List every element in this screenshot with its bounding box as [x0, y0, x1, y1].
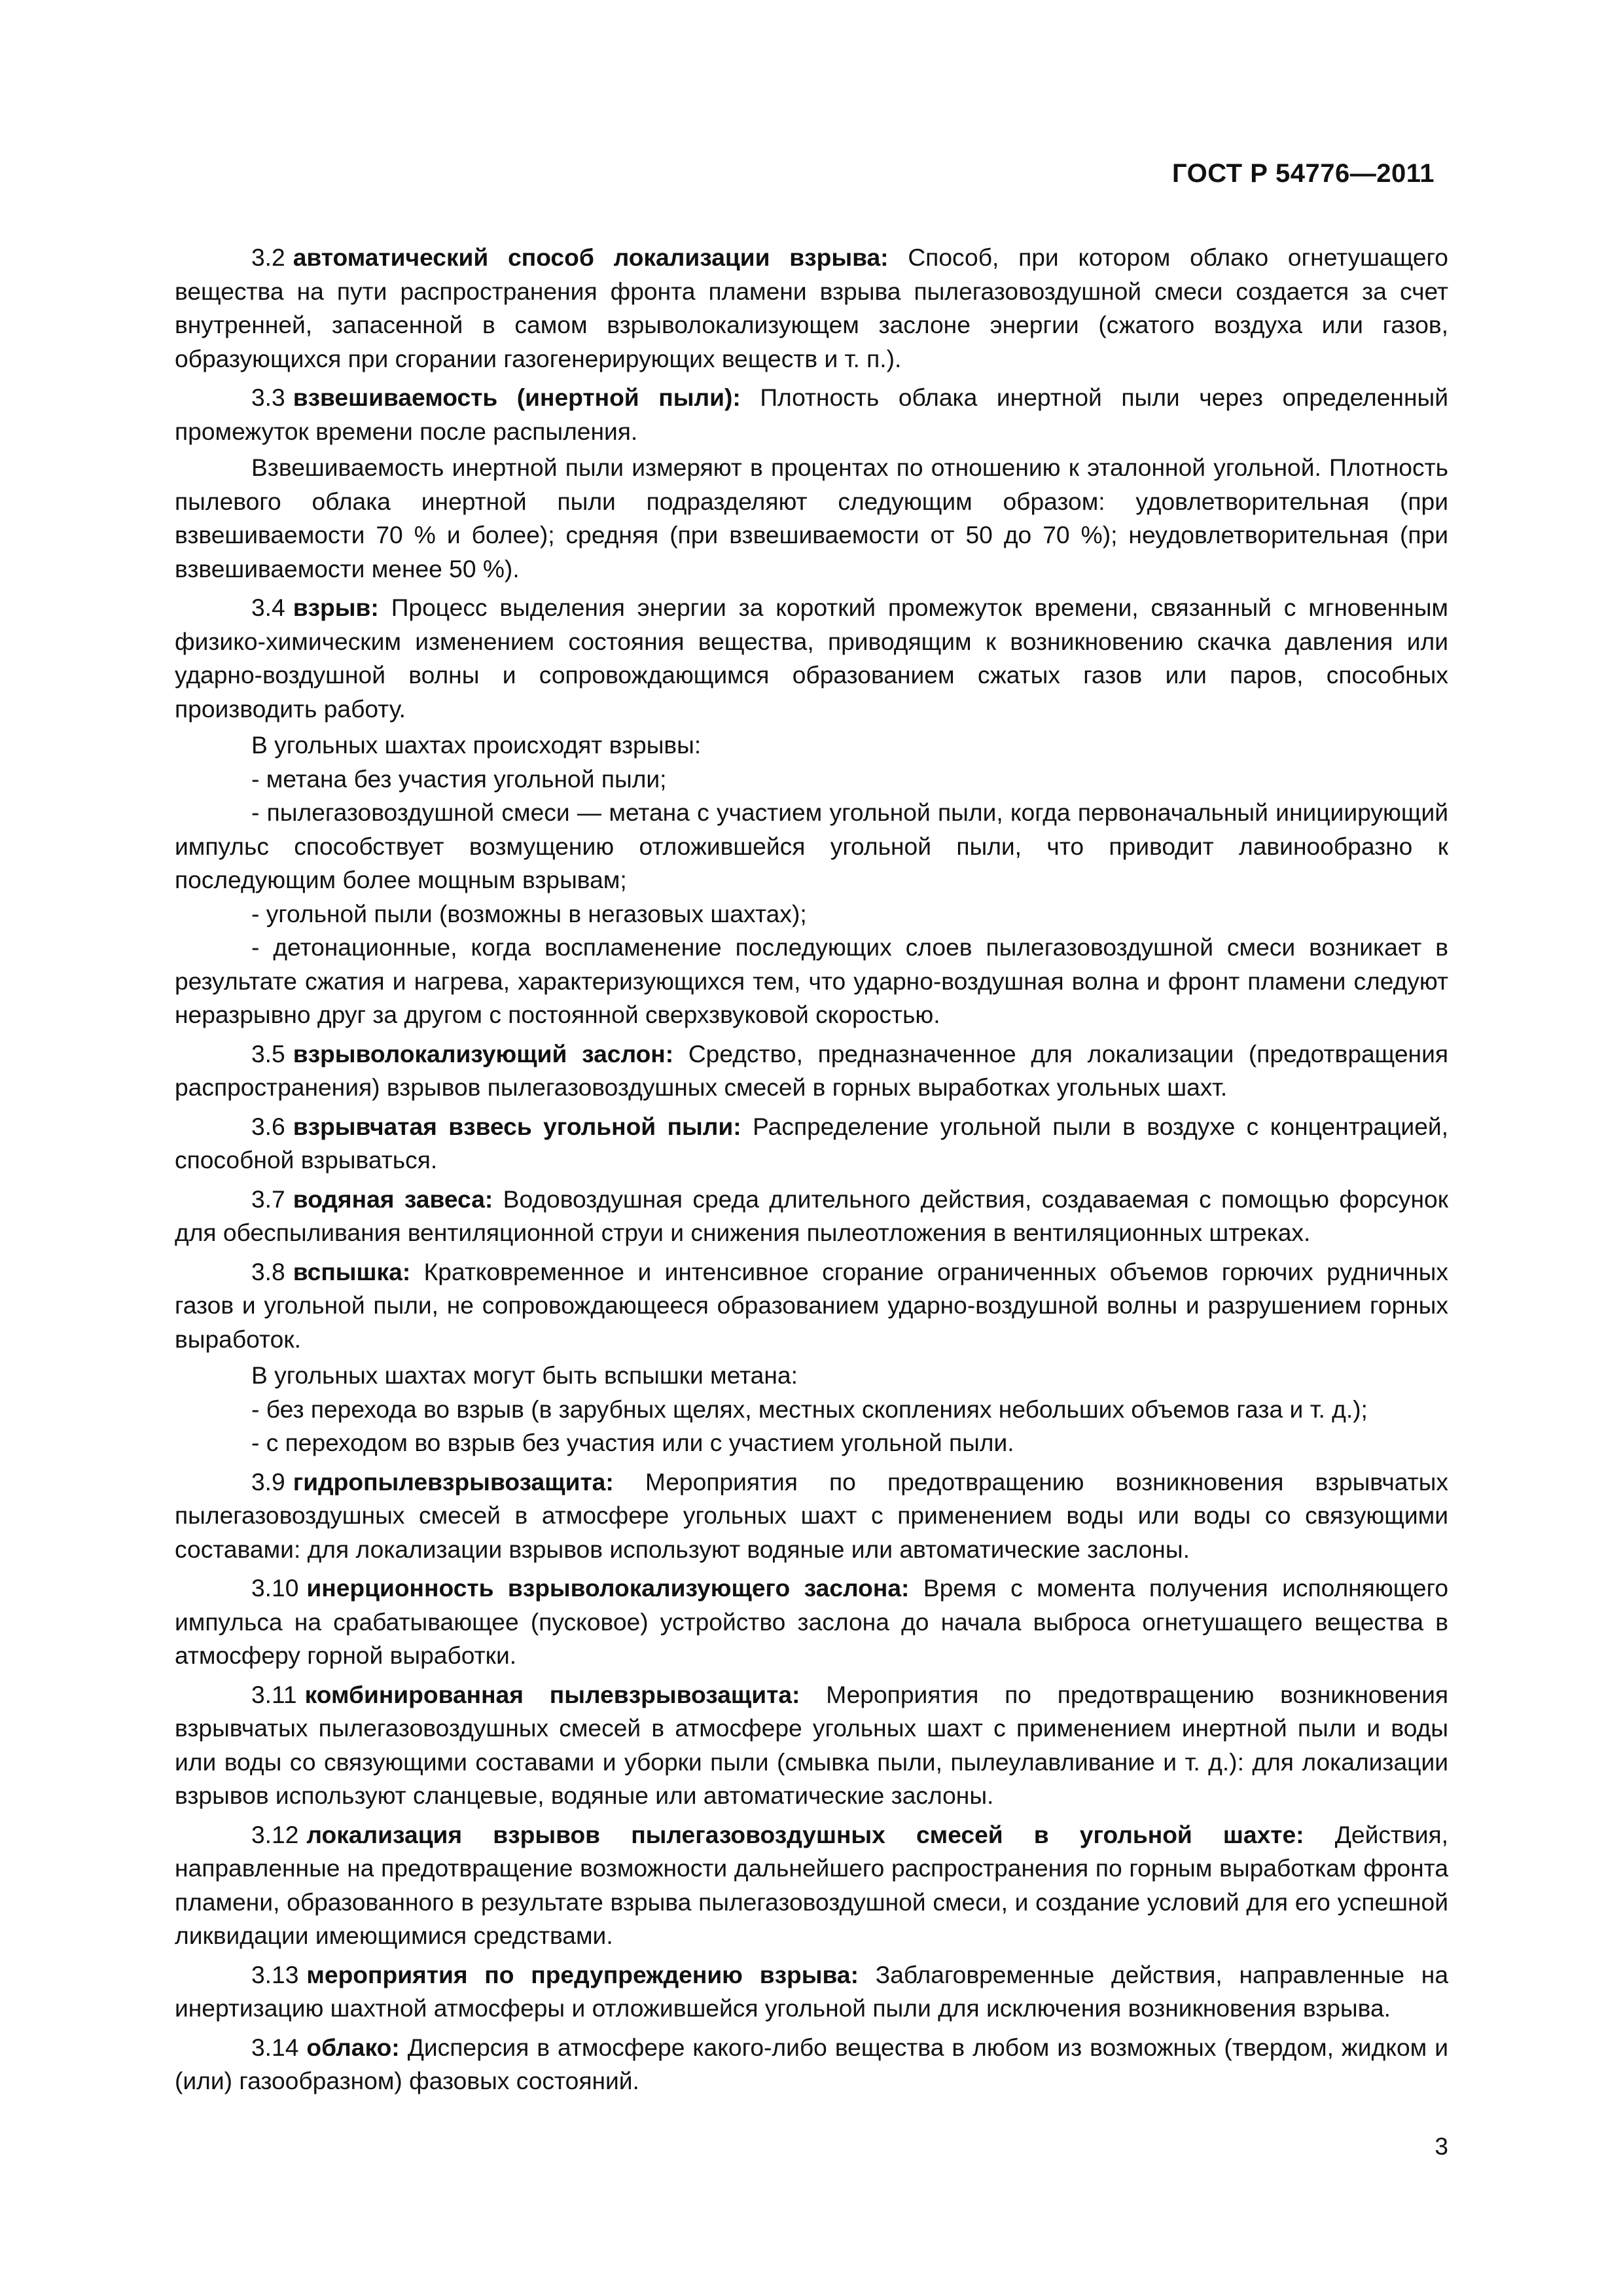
entry-number: 3.2	[251, 243, 285, 271]
entry-definition: Кратковременное и интенсивное сгорание ограниченных объемов горючих рудничных газов и угольной пыли, не сопровождающееся образованием ударно-воздушной волны и разрушением горных выработок.	[175, 1257, 1448, 1353]
list-item: - метана без участия угольной пыли;	[251, 764, 667, 793]
term-entry-3-4	[175, 591, 1448, 726]
entry-number: 3.10	[251, 1574, 299, 1602]
entry-number: 3.13	[251, 1960, 299, 1988]
note-weighability: Взвешиваемость инертной пыли измеряют в процентах по отношению к эталонной угольной. Плотность пылевого облака инертной пыли подразделяют следующим образом: удовлетворительная (при взвешиваемости 70 % и более); средняя (при взвешиваемости от 50 до 70 %); неудовлетворительная (при взвешиваемости менее 50 %).	[175, 454, 1448, 583]
term-entry-3-14	[175, 2031, 1448, 2098]
list-item: - угольной пыли (возможны в негазовых шахтах);	[251, 899, 807, 927]
term-entry-3-2	[175, 241, 1448, 376]
entry-term: комбинированная пылевзрывозащита:	[304, 1680, 800, 1708]
entry-definition: Действия, направленные на предотвращение возможности дальнейшего распространения по горным выработкам фронта пламени, образованного в результате взрыва пылегазовоздушной смеси, и создание условий для его успешной ликвидации имеющимися средствами.	[175, 1820, 1448, 1949]
term-entry-3-7	[175, 1183, 1448, 1250]
term-entry-3-13	[175, 1958, 1448, 2026]
entry-definition: Время с момента получения исполняющего импульса на срабатывающее (пусковое) устройство заслона до начала выброса огнетушащего вещества в атмосферу горной выработки.	[175, 1574, 1448, 1669]
entry-definition: Средство, предназначенное для локализации (предотвращения распространения) взрывов пылегазовоздушных смесей в горных выработках угольных шахт.	[175, 1039, 1448, 1101]
term-entry-3-12	[175, 1818, 1448, 1953]
entry-term: взрывчатая взвесь угольной пыли:	[293, 1112, 741, 1140]
entry-number: 3.9	[251, 1467, 285, 1496]
entry-term: облако:	[306, 2033, 400, 2061]
list-item: - детонационные, когда воспламенение последующих слоев пылегазовоздушной смеси возникает в результате сжатия и нагрева, характеризующихся тем, что ударно-воздушная волна и фронт пламени следуют неразрывно друг за другом с постоянной сверхзвуковой скоростью.	[175, 933, 1448, 1028]
entry-definition: Мероприятия по предотвращению возникновения взрывчатых пылегазовоздушных смесей в атмосфере угольных шахт с применением инертной пыли и воды или воды со связующими составами и уборки пыли (смывка пыли, пылеулавливание и т. д.): для локализации взрывов используют сланцевые, водяные или автоматические заслоны.	[175, 1680, 1448, 1809]
entry-term: взрыволокализующий заслон:	[293, 1039, 674, 1067]
list-item: - без перехода во взрыв (в зарубных щелях, местных скоплениях небольших объемов газа и т. д.);	[251, 1395, 1368, 1423]
entry-definition: Мероприятия по предотвращению возникновения взрывчатых пылегазовоздушных смесей в атмосфере угольных шахт с применением воды или воды со связующими составами: для локализации взрывов используют водяные или автоматические заслоны.	[175, 1467, 1448, 1563]
document-body	[175, 241, 1448, 2104]
entry-term: локализация взрывов пылегазовоздушных смесей в угольной шахте:	[306, 1820, 1304, 1848]
document-code: ГОСТ Р 54776—2011	[1172, 159, 1435, 188]
entry-number: 3.6	[251, 1112, 285, 1140]
term-entry-3-8	[175, 1255, 1448, 1357]
entry-definition: Процесс выделения энергии за короткий промежуток времени, связанный с мгновенным физико-химическим изменением состояния вещества, приводящим к возникновению скачка давления или ударно-воздушной волны и сопровождающимся образованием сжатых газов или паров, способных производить работу.	[175, 594, 1448, 723]
term-entry-3-11	[175, 1678, 1448, 1813]
term-entry-3-6	[175, 1110, 1448, 1177]
entry-number: 3.8	[251, 1257, 285, 1285]
entry-term: водяная завеса:	[293, 1185, 493, 1213]
entry-term: взрыв:	[293, 594, 379, 621]
entry-term: гидропылевзрывозащита:	[293, 1467, 614, 1496]
entry-number: 3.7	[251, 1185, 285, 1213]
term-entry-3-3	[175, 381, 1448, 448]
entry-definition: Способ, при котором облако огнетушащего вещества на пути распространения фронта пламени взрыва пылегазовоздушной смеси создается за счет внутренней, запасенной в самом взрыволокализующем заслоне энергии (сжатого воздуха или газов, образующихся при сгорании газогенерирующих веществ и т. п.).	[175, 243, 1448, 372]
term-entry-3-9	[175, 1465, 1448, 1567]
list-item: - с переходом во взрыв без участия или с участием угольной пыли.	[251, 1429, 1014, 1456]
entry-term: вспышка:	[293, 1257, 411, 1285]
entry-term: мероприятия по предупреждению взрыва:	[306, 1960, 859, 1988]
entry-number: 3.5	[251, 1039, 285, 1067]
page-number: 3	[1435, 2133, 1448, 2160]
entry-term: автоматический способ локализации взрыва:	[293, 243, 889, 271]
entry-number: 3.3	[251, 384, 285, 411]
entry-definition: Дисперсия в атмосфере какого-либо вещества в любом из возможных (твердом, жидком и (или) газообразном) фазовых состояний.	[175, 2033, 1448, 2094]
term-entry-3-5	[175, 1037, 1448, 1105]
entry-number: 3.11	[251, 1680, 297, 1708]
entry-number: 3.14	[251, 2033, 299, 2061]
entry-definition: Заблаговременные действия, направленные на инертизацию шахтной атмосферы и отложившейся угольной пыли для исключения возникновения взрыва.	[175, 1960, 1448, 2022]
list-item: - пылегазовоздушной смеси — метана с участием угольной пыли, когда первоначальный инициирующий импульс способствует возмущению отложившейся угольной пыли, что приводит лавинообразно к последующим более мощным взрывам;	[175, 798, 1448, 893]
entry-definition: Плотность облака инертной пыли через определенный промежуток времени после распыления.	[175, 384, 1448, 445]
entry-definition: Водовоздушная среда длительного действия, создаваемая с помощью форсунок для обеспыливания вентиляционной струи и снижения пылеотложения в вентиляционных штреках.	[175, 1185, 1448, 1246]
entry-definition: Распределение угольной пыли в воздухе с концентрацией, способной взрываться.	[175, 1112, 1448, 1174]
entry-number: 3.12	[251, 1820, 299, 1848]
explosions-intro: В угольных шахтах происходят взрывы:	[251, 731, 702, 759]
entry-number: 3.4	[251, 594, 285, 621]
term-entry-3-10	[175, 1571, 1448, 1673]
flashes-intro: В угольных шахтах могут быть вспышки метана:	[251, 1361, 798, 1389]
entry-term: инерционность взрыволокализующего заслона:	[306, 1574, 910, 1602]
entry-term: взвешиваемость (инертной пыли):	[293, 384, 741, 411]
